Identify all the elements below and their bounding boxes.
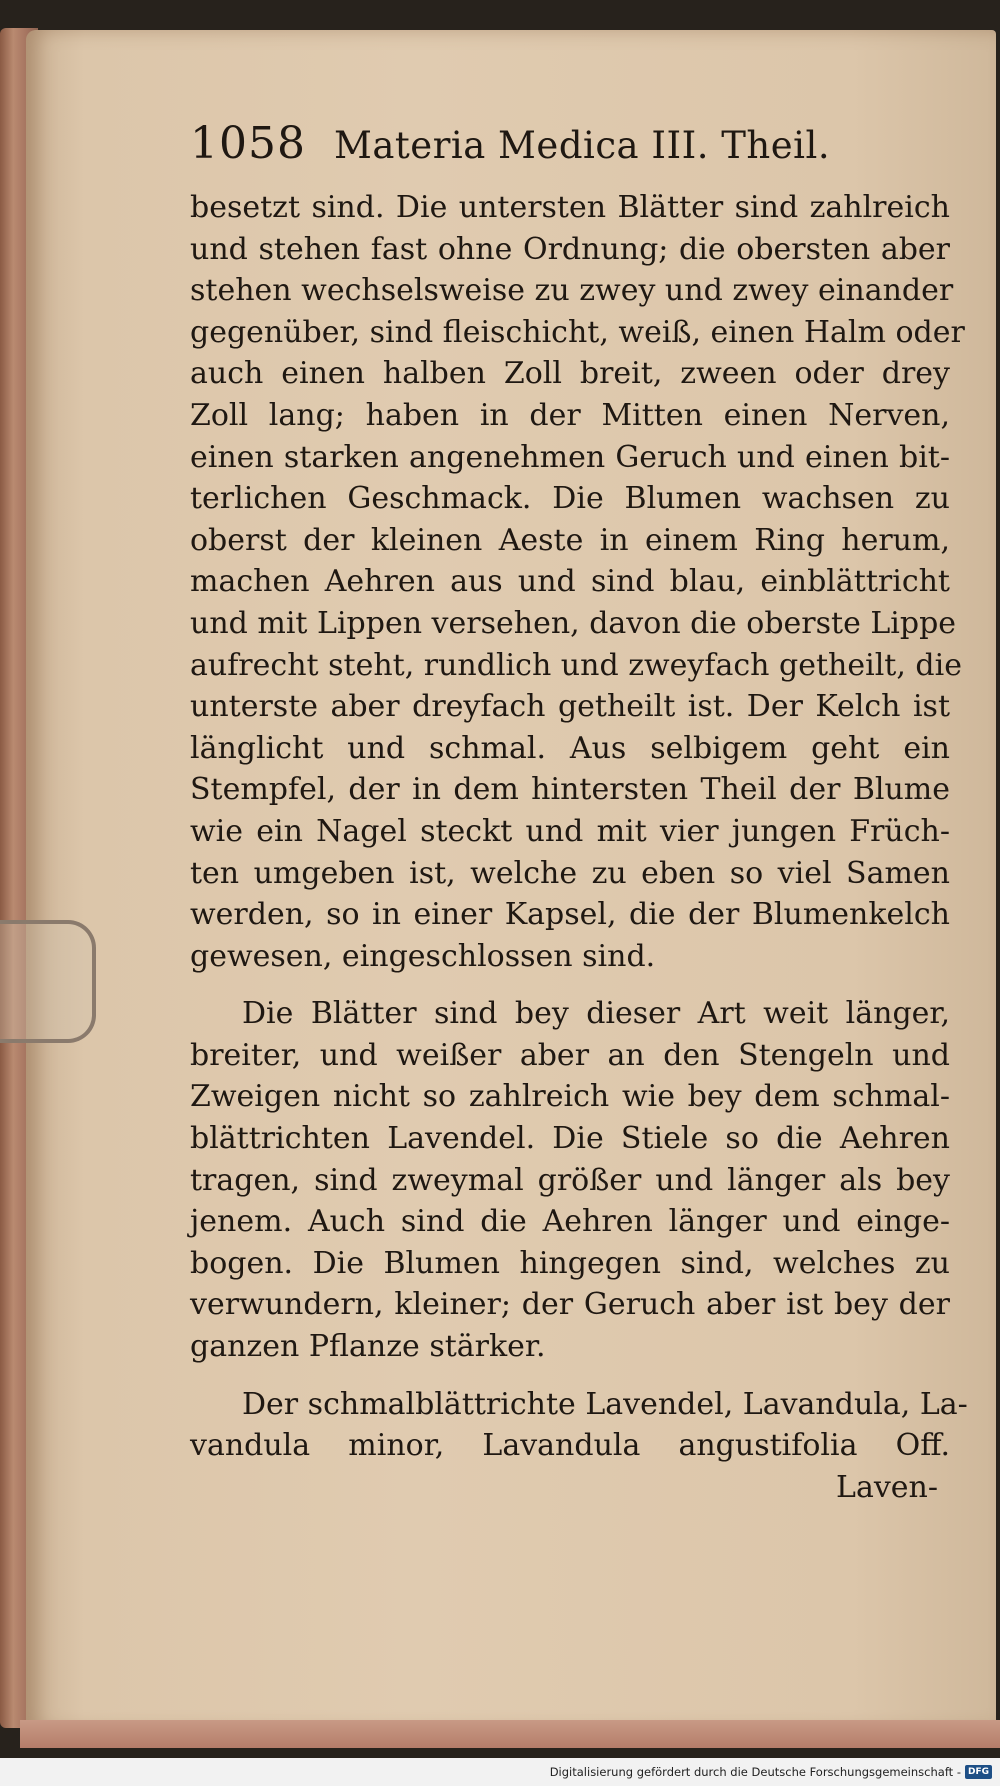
text-line: blättrichten Lavendel. Die Stiele so die Aehren [190,1121,950,1157]
text-line: einen starken angenehmen Geruch und einen bit- [190,439,950,475]
footer-credit: Digitalisierung gefördert durch die Deutsche Forschungsgemeinschaft - [549,1765,961,1779]
text-line: stehen wechselsweise zu zwey und zwey einander [190,273,954,309]
paragraph-3 [190,1384,968,1467]
text-line: unterste aber dreyfach getheilt ist. Der Kelch ist [190,689,950,725]
text-line: werden, so in einer Kapsel, die der Blumenkelch [190,897,950,933]
text-line: gegenüber, sind fleischicht, weiß, einen Halm oder [190,314,965,350]
paragraph-1 [190,187,965,977]
text-line: verwundern, kleiner; der Geruch aber ist bey der [190,1287,950,1323]
dfg-logo-icon: DFG [965,1765,992,1779]
catchword: Laven- [836,1469,938,1505]
text-line: terlichen Geschmack. Die Blumen wachsen zu [190,481,950,517]
text-line: Der schmalblättrichte Lavendel, Lavandula, La- [242,1386,968,1422]
text-line: oberst der kleinen Aeste in einem Ring herum, [190,522,950,558]
text-line: machen Aehren aus und sind blau, einblättricht [190,564,950,600]
paragraph-2 [190,993,950,1367]
text-line: jenem. Auch sind die Aehren länger und einge- [190,1204,950,1240]
digitization-footer [0,1758,1000,1786]
text-line: Stempfel, der in dem hintersten Theil der Blume [190,772,950,808]
text-line: wie ein Nagel steckt und mit vier jungen Früch- [190,813,950,849]
text-line: besetzt sind. Die untersten Blätter sind zahlreich [190,190,950,225]
text-line: Zoll lang; haben in der Mitten einen Nerven, [190,397,950,433]
page-number: 1058 [190,118,306,169]
text-line: gewesen, eingeschlossen sind. [190,938,656,974]
text-line: vandula minor, Lavandula angustifolia Off. [190,1428,950,1464]
text-line: tragen, sind zweymal größer und länger als bey [190,1162,950,1198]
page-clip [0,920,96,1043]
text-line: ganzen Pflanze stärker. [190,1329,546,1365]
text-line: bogen. Die Blumen hingegen sind, welches zu [190,1245,950,1281]
text-line: ten umgeben ist, welche zu eben so viel Samen [190,855,950,891]
page-header [190,118,950,169]
text-line: und mit Lippen versehen, davon die oberste Lippe [190,605,957,641]
text-line: Zweigen nicht so zahlreich wie bey dem schmal- [190,1079,950,1115]
text-line: und stehen fast ohne Ordnung; die obersten aber [190,231,950,267]
text-line: länglicht und schmal. Aus selbigem geht ein [190,730,950,766]
text-line: aufrecht steht, rundlich und zweyfach getheilt, die [190,647,962,683]
text-line: breiter, und weißer aber an den Stengeln und [190,1037,950,1073]
page-text [190,118,968,1508]
text-line: auch einen halben Zoll breit, zween oder drey [190,356,950,392]
page-bottom-edge [20,1720,1000,1748]
running-title: Materia Medica III. Theil. [333,124,831,167]
text-line: Die Blätter sind bey dieser Art weit länger, [242,996,950,1032]
